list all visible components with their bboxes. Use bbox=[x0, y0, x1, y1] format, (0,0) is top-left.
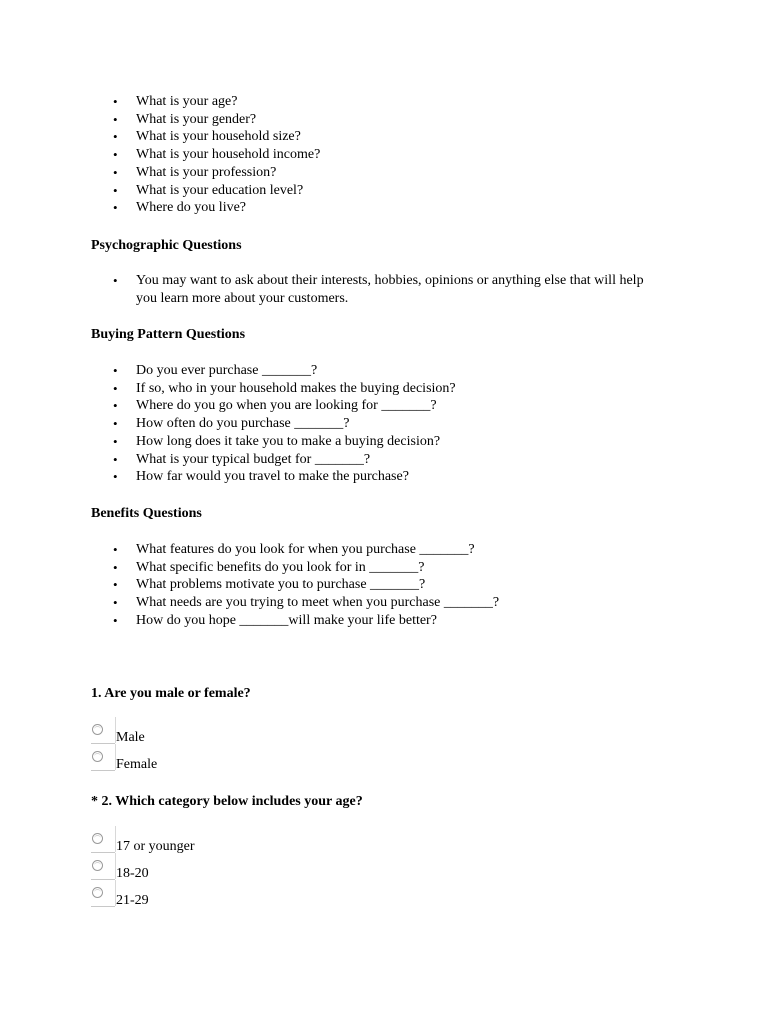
bullet-icon: • bbox=[113, 380, 118, 396]
bullet-icon: • bbox=[113, 559, 118, 575]
list-item bbox=[113, 397, 696, 415]
list-item-text: What is your education level? bbox=[136, 182, 304, 198]
list-item-text: What problems motivate you to purchase _______? bbox=[136, 577, 426, 593]
bullet-icon: • bbox=[113, 111, 118, 127]
radio-option-17-or-younger[interactable] bbox=[91, 828, 291, 854]
list-item bbox=[113, 199, 696, 217]
psychographic-heading: Psychographic Questions bbox=[91, 238, 242, 253]
bullet-icon: • bbox=[113, 577, 118, 593]
bullet-icon: • bbox=[113, 612, 118, 628]
benefits-heading: Benefits Questions bbox=[91, 506, 202, 521]
list-item-text: What is your age? bbox=[136, 94, 238, 109]
bullet-icon: • bbox=[113, 433, 118, 449]
bullet-icon: • bbox=[113, 451, 118, 467]
list-item-text: If so, who in your household makes the buying decision? bbox=[136, 380, 456, 396]
bullet-icon: • bbox=[113, 398, 118, 414]
list-item bbox=[113, 433, 696, 451]
bullet-icon: • bbox=[113, 94, 118, 109]
bullet-icon: • bbox=[113, 363, 118, 378]
radio-label: Male bbox=[116, 730, 145, 745]
radio-button-icon[interactable] bbox=[92, 724, 103, 735]
bullet-icon: • bbox=[113, 469, 118, 485]
buying-pattern-heading: Buying Pattern Questions bbox=[91, 327, 246, 342]
list-item-text: What is your household size? bbox=[136, 129, 301, 145]
radio-label: 18-20 bbox=[116, 866, 149, 881]
list-item-text: How often do you purchase _______? bbox=[136, 416, 350, 432]
radio-option-female[interactable] bbox=[91, 746, 291, 772]
list-item bbox=[113, 93, 696, 111]
divider bbox=[91, 879, 115, 880]
divider bbox=[91, 770, 115, 771]
bullet-icon: • bbox=[113, 595, 118, 611]
list-item-text: What is your household income? bbox=[136, 147, 321, 163]
list-item-text: Where do you live? bbox=[136, 200, 247, 216]
buying-pattern-question-list bbox=[113, 362, 696, 486]
divider bbox=[91, 906, 115, 907]
list-item bbox=[113, 146, 696, 164]
list-item-text: Where do you go when you are looking for _______? bbox=[136, 398, 437, 414]
list-item bbox=[113, 380, 696, 398]
divider bbox=[91, 852, 115, 853]
bullet-icon: • bbox=[113, 416, 118, 432]
question-1-title: 1. Are you male or female? bbox=[91, 686, 251, 701]
bullet-icon: • bbox=[113, 273, 118, 288]
radio-label: Female bbox=[116, 757, 158, 772]
list-item-text: Do you ever purchase _______? bbox=[136, 363, 318, 378]
list-item-text: How far would you travel to make the purchase? bbox=[136, 469, 409, 485]
benefits-question-list bbox=[113, 541, 696, 630]
radio-button-icon[interactable] bbox=[92, 833, 103, 844]
radio-button-icon[interactable] bbox=[92, 860, 103, 871]
demographic-question-list bbox=[113, 93, 696, 217]
radio-option-21-29[interactable] bbox=[91, 882, 291, 908]
list-item bbox=[113, 468, 696, 486]
psychographic-question-list bbox=[113, 272, 666, 307]
list-item-text: How do you hope _______will make your life better? bbox=[136, 612, 437, 628]
list-item-text: What is your profession? bbox=[136, 164, 277, 180]
list-item-text: What is your typical budget for _______? bbox=[136, 451, 371, 467]
list-item-text: How long does it take you to make a buying decision? bbox=[136, 433, 441, 449]
list-item-text: What features do you look for when you purchase _______? bbox=[136, 542, 475, 557]
radio-button-icon[interactable] bbox=[92, 751, 103, 762]
list-item bbox=[113, 594, 696, 612]
bullet-icon: • bbox=[113, 182, 118, 198]
radio-option-male[interactable] bbox=[91, 719, 291, 745]
list-item bbox=[113, 182, 696, 200]
question-2-title: * 2. Which category below includes your age? bbox=[91, 794, 363, 809]
list-item bbox=[113, 451, 696, 469]
list-item bbox=[113, 362, 696, 380]
list-item bbox=[113, 612, 696, 630]
list-item bbox=[113, 111, 696, 129]
radio-label: 17 or younger bbox=[116, 839, 195, 854]
bullet-icon: • bbox=[113, 542, 118, 557]
divider bbox=[91, 743, 115, 744]
bullet-icon: • bbox=[113, 164, 118, 180]
list-item bbox=[113, 541, 696, 559]
list-item bbox=[113, 272, 666, 307]
radio-button-icon[interactable] bbox=[92, 887, 103, 898]
radio-label: 21-29 bbox=[116, 893, 149, 908]
list-item-text: What needs are you trying to meet when you purchase _______? bbox=[136, 595, 500, 611]
bullet-icon: • bbox=[113, 200, 118, 216]
list-item bbox=[113, 576, 696, 594]
list-item bbox=[113, 415, 696, 433]
list-item-text: You may want to ask about their interests, hobbies, opinions or anything else that will help you learn more about your customers. bbox=[136, 273, 644, 306]
list-item-text: What is your gender? bbox=[136, 111, 257, 127]
list-item bbox=[113, 164, 696, 182]
list-item bbox=[113, 128, 696, 146]
list-item bbox=[113, 559, 696, 577]
list-item-text: What specific benefits do you look for in _______? bbox=[136, 559, 425, 575]
bullet-icon: • bbox=[113, 147, 118, 163]
radio-option-18-20[interactable] bbox=[91, 855, 291, 881]
bullet-icon: • bbox=[113, 129, 118, 145]
